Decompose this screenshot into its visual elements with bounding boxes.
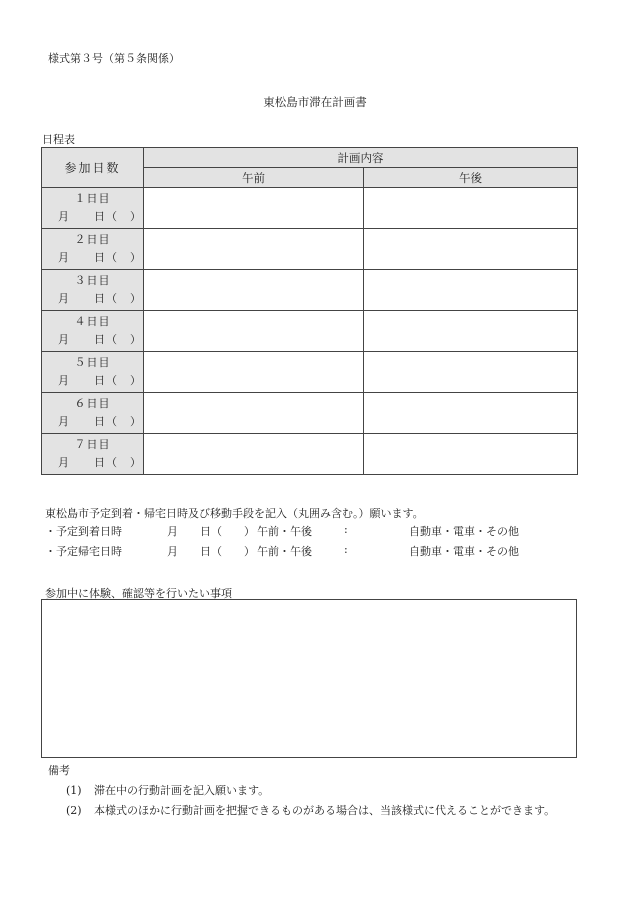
pm-plan-cell[interactable] [364, 188, 578, 229]
day-label: ３日目 [74, 274, 111, 287]
day-date: 月 日（ ） [58, 415, 142, 428]
day-cell [42, 188, 144, 229]
days-column-header: 参加日数 [42, 148, 144, 188]
trip-label: ・予定到着日時 [45, 525, 122, 538]
schedule-header-row [42, 148, 578, 168]
am-column-header: 午前 [144, 168, 364, 188]
am-plan-cell[interactable] [144, 311, 364, 352]
pm-plan-cell[interactable] [364, 229, 578, 270]
trip-colon: : [344, 523, 348, 536]
am-plan-cell[interactable] [144, 434, 364, 475]
trip-month: 月 [167, 525, 178, 538]
day-label: ２日目 [74, 233, 111, 246]
document-title: 東松島市滞在計画書 [263, 95, 367, 109]
experience-input-box[interactable] [41, 599, 577, 758]
am-plan-cell[interactable] [144, 393, 364, 434]
schedule-row [42, 188, 578, 229]
note-item [66, 802, 555, 818]
trip-ampm: 午前・午後 [257, 545, 312, 558]
schedule-row [42, 229, 578, 270]
schedule-label: 日程表 [42, 133, 75, 146]
day-label: １日目 [74, 192, 111, 205]
plan-column-header: 計画内容 [144, 148, 578, 168]
pm-plan-cell[interactable] [364, 393, 578, 434]
day-date: 月 日（ ） [58, 333, 142, 346]
day-date: 月 日（ ） [58, 374, 142, 387]
trip-day: 日（ ） [200, 525, 255, 538]
note-text: 本様式のほかに行動計画を把握できるものがある場合は、当該様式に代えることができます。 [94, 804, 556, 817]
trip-day: 日（ ） [200, 545, 255, 558]
trip-month: 月 [167, 545, 178, 558]
am-plan-cell[interactable] [144, 229, 364, 270]
pm-plan-cell[interactable] [364, 270, 578, 311]
pm-plan-cell[interactable] [364, 311, 578, 352]
day-cell [42, 393, 144, 434]
schedule-row [42, 352, 578, 393]
note-item [66, 782, 269, 798]
day-date: 月 日（ ） [58, 292, 142, 305]
trip-label: ・予定帰宅日時 [45, 545, 122, 558]
notes-label: 備考 [48, 764, 70, 777]
pm-plan-cell[interactable] [364, 434, 578, 475]
day-label: ４日目 [74, 315, 111, 328]
schedule-row [42, 270, 578, 311]
day-cell [42, 352, 144, 393]
pm-column-header: 午後 [364, 168, 578, 188]
am-plan-cell[interactable] [144, 270, 364, 311]
note-number: (2) [66, 804, 82, 817]
schedule-row [42, 393, 578, 434]
day-date: 月 日（ ） [58, 456, 142, 469]
schedule-row [42, 311, 578, 352]
note-number: (1) [66, 784, 82, 797]
day-date: 月 日（ ） [58, 210, 142, 223]
day-label: ６日目 [74, 397, 111, 410]
experience-label: 参加中に体験、確認等を行いたい事項 [45, 587, 232, 600]
day-cell [42, 311, 144, 352]
trip-transport: 自動車・電車・その他 [409, 545, 519, 558]
note-text: 滞在中の行動計画を記入願います。 [94, 784, 270, 797]
trip-transport: 自動車・電車・その他 [409, 525, 519, 538]
form-number: 様式第３号（第５条関係） [48, 52, 180, 65]
arrival-note: 東松島市予定到着・帰宅日時及び移動手段を記入（丸囲み含む。）願います。 [45, 507, 424, 520]
day-label: ５日目 [74, 356, 111, 369]
schedule-table [41, 147, 578, 475]
day-cell [42, 434, 144, 475]
day-cell [42, 229, 144, 270]
day-date: 月 日（ ） [58, 251, 142, 264]
day-cell [42, 270, 144, 311]
trip-ampm: 午前・午後 [257, 525, 312, 538]
am-plan-cell[interactable] [144, 188, 364, 229]
day-label: ７日目 [74, 438, 111, 451]
am-plan-cell[interactable] [144, 352, 364, 393]
pm-plan-cell[interactable] [364, 352, 578, 393]
schedule-row [42, 434, 578, 475]
trip-colon: : [344, 543, 348, 556]
